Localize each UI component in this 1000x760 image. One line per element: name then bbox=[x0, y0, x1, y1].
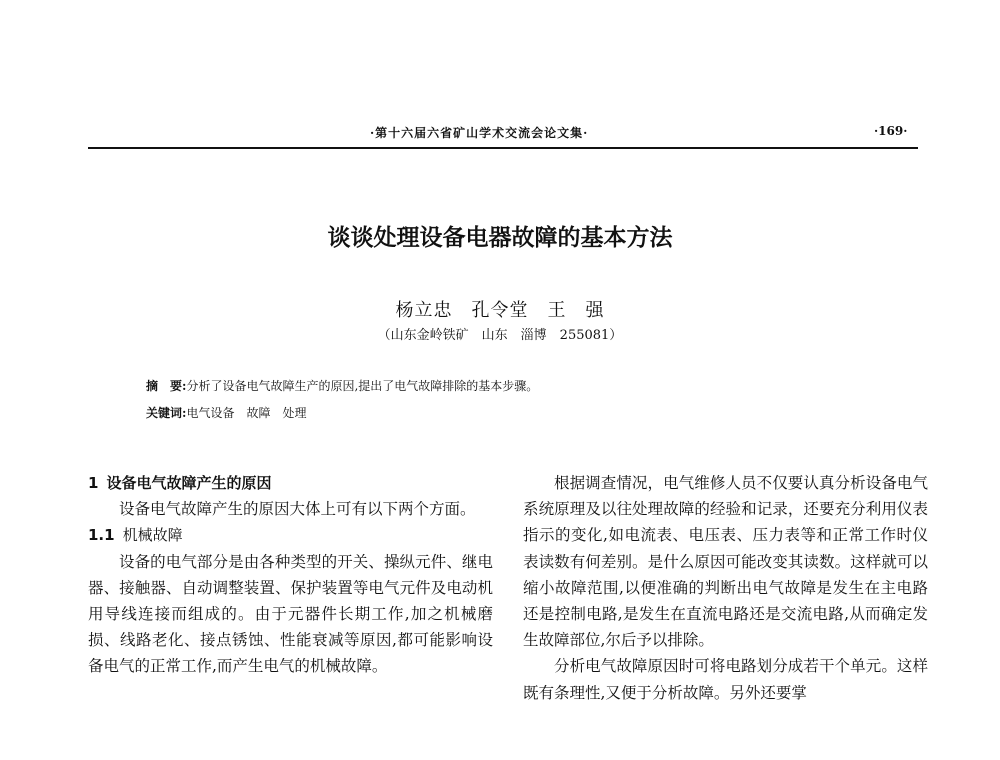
abstract bbox=[146, 377, 538, 394]
paper-title: 谈谈处理设备电器故障的基本方法 bbox=[327, 225, 673, 251]
section-1-heading bbox=[88, 470, 493, 496]
section-number: 1 bbox=[88, 474, 99, 492]
body-paragraph: 设备电气故障产生的原因大体上可有以下两个方面。 bbox=[119, 500, 476, 519]
authors: 杨立忠 孔令堂 王 强 bbox=[395, 300, 605, 321]
right-column bbox=[523, 470, 928, 706]
body-paragraph: 设备的电气部分是由各种类型的开关、操纵元件、继电器、接触器、自动调整装置、保护装置等电气元件及电动机用导线连接而组成的。由于元器件长期工作,加之机械磨损、线路老化、接点锈蚀、性能衰减等原因,都可能影响设备电气的正常工作,而产生电气的机械故障。 bbox=[88, 552, 493, 676]
keywords-label: 关键词: bbox=[146, 406, 187, 420]
affiliation: （山东金岭铁矿 山东 淄博 255081） bbox=[377, 328, 623, 343]
page-number: ·169· bbox=[874, 124, 908, 138]
running-title: ·第十六届六省矿山学术交流会论文集· bbox=[370, 126, 589, 140]
keywords-text: 电气设备 故障 处理 bbox=[186, 406, 307, 420]
body-paragraph: 根据调查情况，电气维修人员不仅要认真分析设备电气系统原理及以往处理故障的经验和记录，还要充分利用仪表指示的变化,如电流表、电压表、压力表等和正常工作时仪表读数有何差别。是什么原因可能改变其读数。这样就可以缩小故障范围,以便准确的判断出电气故障是发生在主电路还是控制电路,是发生在直流电路还是交流电路,从而确定发生故障部位,尔后予以排除。 bbox=[523, 474, 928, 650]
section-number: 1.1 bbox=[88, 526, 115, 545]
abstract-text: 分析了设备电气故障生产的原因,提出了电气故障排除的基本步骤。 bbox=[186, 379, 539, 393]
left-column bbox=[88, 470, 493, 680]
section-title: 设备电气故障产生的原因 bbox=[106, 474, 272, 492]
abstract-label: 摘 要: bbox=[146, 379, 187, 393]
header-rule bbox=[88, 147, 918, 149]
body-paragraph: 分析电气故障原因时可将电路划分成若干个单元。这样既有条理性,又便于分析故障。另外还要掌 bbox=[523, 657, 928, 702]
section-title: 机械故障 bbox=[122, 526, 183, 545]
section-1-1-heading bbox=[88, 522, 493, 548]
keywords bbox=[146, 404, 306, 421]
